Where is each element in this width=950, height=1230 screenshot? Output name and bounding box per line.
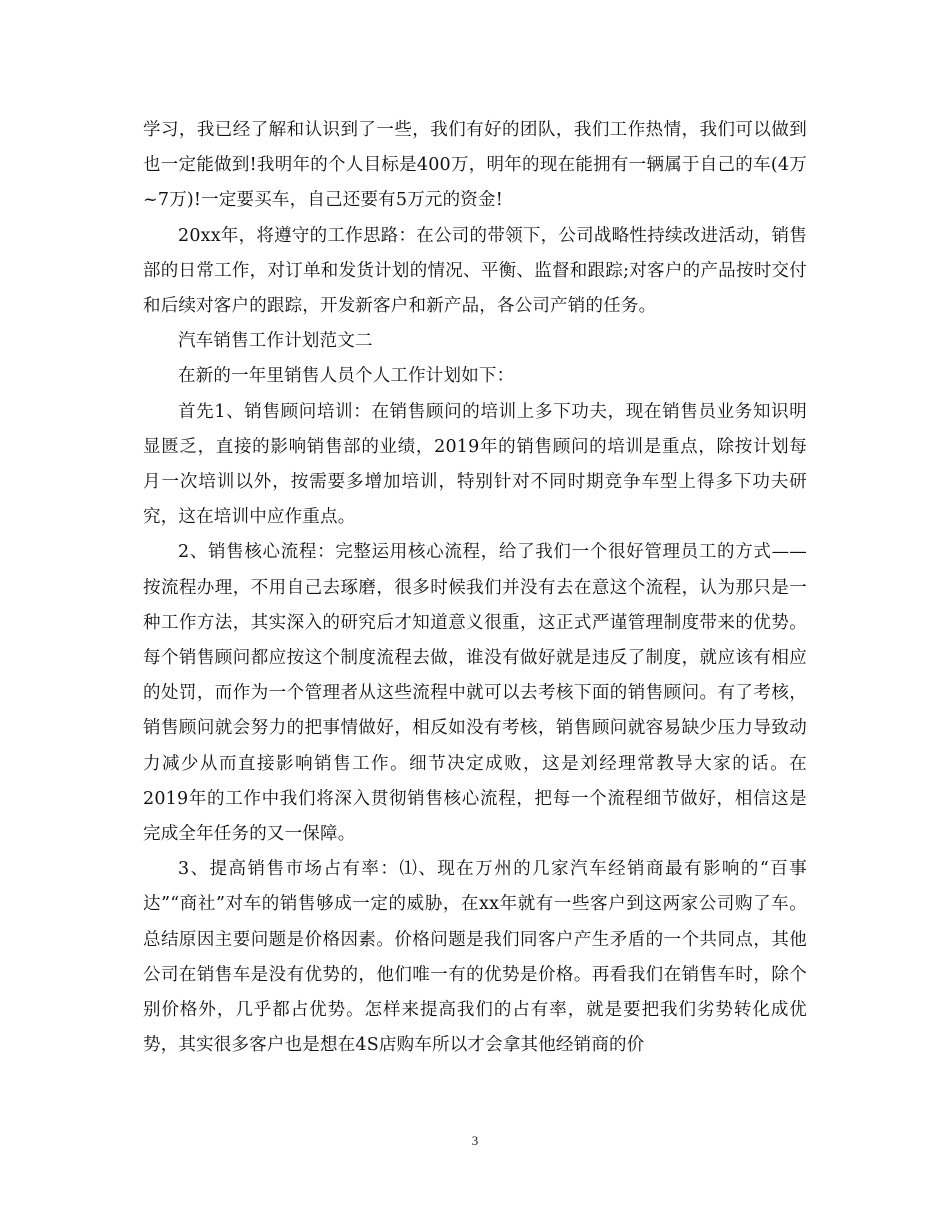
- document-body: [143, 113, 807, 1063]
- paragraph-training: 首先1、销售顾问培训：在销售顾问的培训上多下功夫，现在销售员业务知识明显匮乏，直接的影响销售部的业绩，2019年的销售顾问的培训是重点，除按计划每月一次培训以外，按需要多增加培训，特别针对不同时期竞争车型上得多下功夫研究，这在培训中应作重点。: [143, 401, 807, 528]
- paragraph-core-process: 2、销售核心流程：完整运用核心流程，给了我们一个很好管理员工的方式——按流程办理，不用自己去琢磨，很多时候我们并没有去在意这个流程，认为那只是一种工作方法，其实深入的研究后才知道意义很重，这正式严谨管理制度带来的优势。每个销售顾问都应按这个制度流程去做，谁没有做好就是违反了制度，就应该有相应的处罚，而作为一个管理者从这些流程中就可以去考核下面的销售顾问。有了考核，销售顾问就会努力的把事情做好，相反如没有考核，销售顾问就容易缺少压力导致动力减少从而直接影响销售工作。细节决定成败，这是刘经理常教导大家的话。在2019年的工作中我们将深入贯彻销售核心流程，把每一个流程细节做好，相信这是完成全年任务的又一保障。: [143, 542, 807, 845]
- paragraph-2: 20xx年，将遵守的工作思路：在公司的带领下，公司战略性持续改进活动，销售部的日常工作，对订单和发货计划的情况、平衡、监督和跟踪;对客户的产品按时交付和后续对客户的跟踪，开发新客户和新产品，各公司产销的任务。: [143, 225, 807, 317]
- paragraph-1: 学习，我已经了解和认识到了一些，我们有好的团队，我们工作热情，我们可以做到也一定能做到!我明年的个人目标是400万，明年的现在能拥有一辆属于自己的车(4万~7万)!一定要买车，自己还要有5万元的资金!: [143, 120, 807, 211]
- section-heading: 汽车销售工作计划范文二: [178, 331, 373, 352]
- paragraph-market-share: 3、提高销售市场占有率：⑴、现在万州的几家汽车经销商最有影响的“百事达”“商社”对车的销售够成一定的威胁，在xx年就有一些客户到这两家公司购了车。总结原因主要问题是价格因素。价格问题是我们同客户产生矛盾的一个共同点，其他公司在销售车是没有优势的，他们唯一有的优势是价格。再看我们在销售车时，除个别价格外，几乎都占优势。怎样来提高我们的占有率，就是要把我们劣势转化成优势，其实很多客户也是想在4S店购车所以才会拿其他经销商的价: [143, 859, 807, 1056]
- paragraph-intro: 在新的一年里销售人员个人工作计划如下：: [178, 366, 515, 387]
- page-number: 3: [471, 1133, 479, 1148]
